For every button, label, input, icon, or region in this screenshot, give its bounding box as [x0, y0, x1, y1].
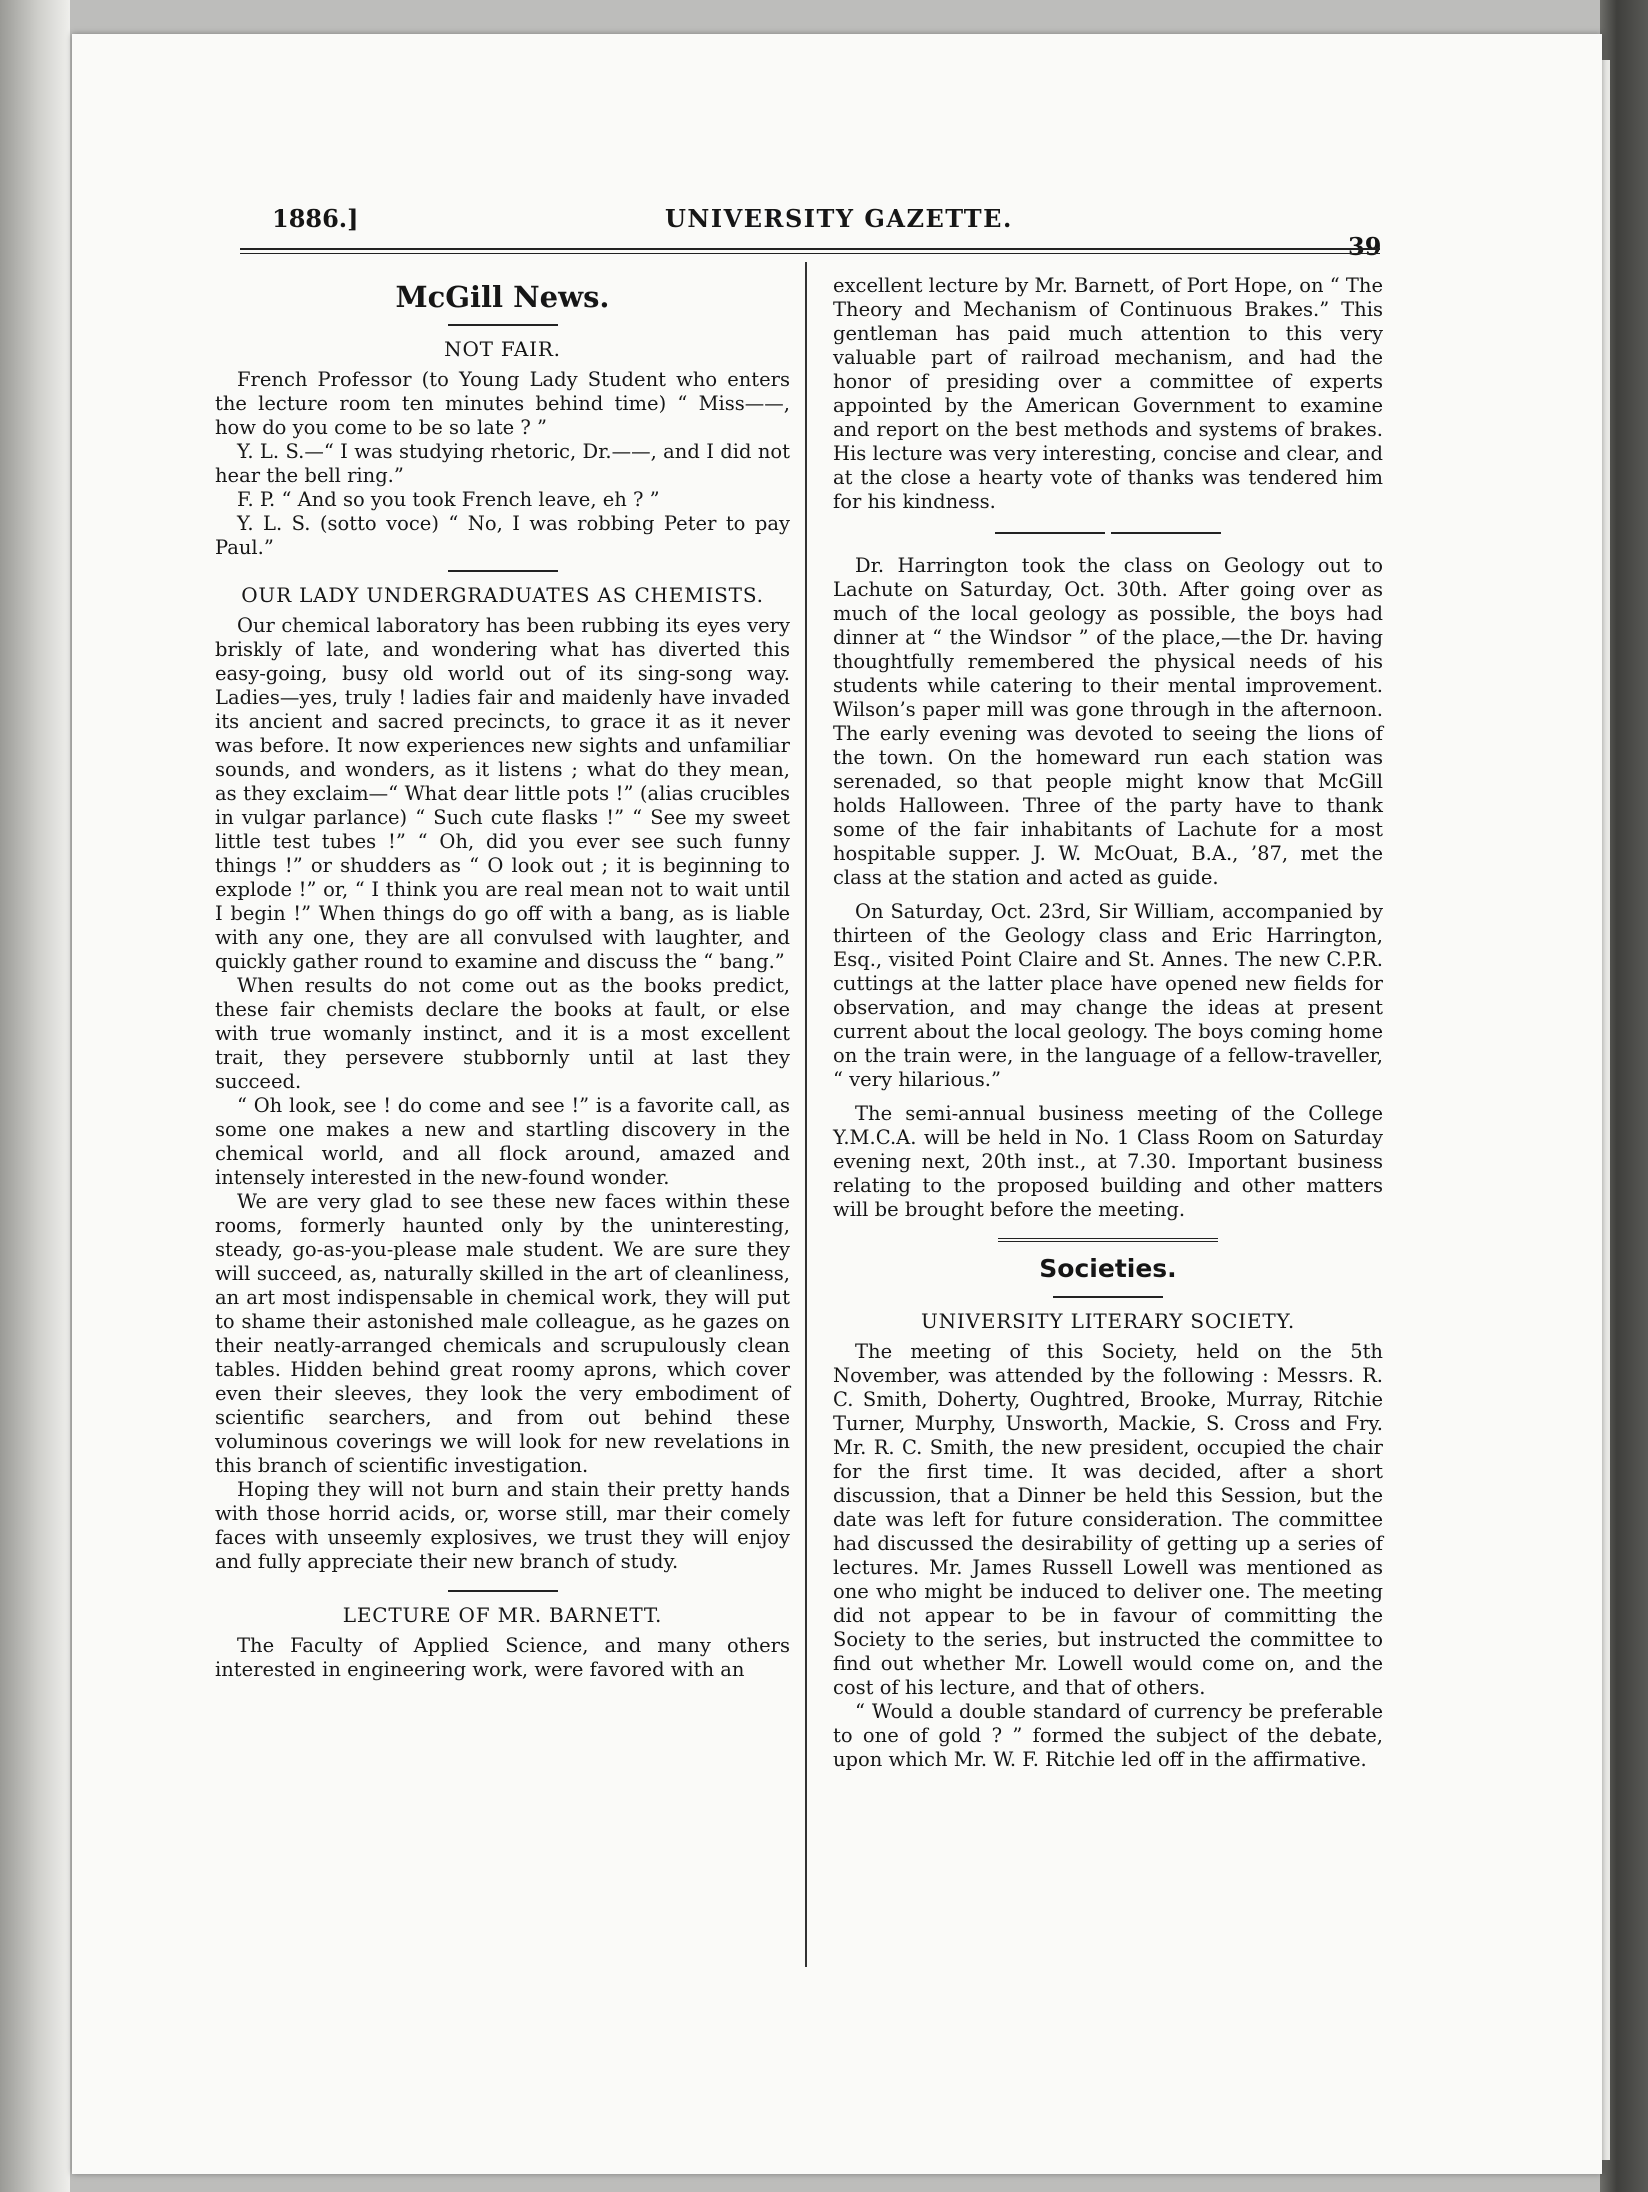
article-paragraph: When results do not come out as the books predict, these fair chemists declare the books at fault, or else with true womanly instinct, and it is a most excellent trait, they persevere stubbornly until at last they succeed. [215, 974, 790, 1093]
news-paragraph: On Saturday, Oct. 23rd, Sir William, accompanied by thirteen of the Geology class and Eric Harrington, Esq., visited Point Claire and St. Annes. The new C.P.R. cuttings at the latter place have opened new fields for observation, and may change the ideas at present current about the local geology. The boys coming home on the train were, in the language of a fellow-traveller, “ very hilarious.” [833, 900, 1383, 1091]
article-title-lady-chemists: OUR LADY UNDERGRADUATES AS CHEMISTS. [241, 583, 764, 607]
running-header [270, 200, 1382, 261]
column-divider [805, 262, 807, 1967]
article-separator [448, 570, 558, 572]
article-paragraph: “ Oh look, see ! do come and see !” is a favorite call, as some one makes a new and startling discovery in the chemical world, and all flock around, amazed and intensely interested in the new-found wonder. [215, 1094, 790, 1189]
title-rule [1053, 1296, 1163, 1298]
dialogue-line: Y. L. S.—“ I was studying rhetoric, Dr.——, and I did not hear the bell ring.” [215, 440, 790, 487]
section-title-mcgill-news: McGill News. [395, 280, 610, 314]
news-paragraph: The semi-annual business meeting of the College Y.M.C.A. will be held in No. 1 Class Room on Saturday evening next, 20th inst., at 7.30. Important business relating to the proposed building and other matters will be brought before the meeting. [833, 1102, 1383, 1221]
section-title-societies: Societies. [1039, 1254, 1177, 1283]
book-gutter [0, 0, 70, 2192]
header-title: UNIVERSITY GAZETTE. [665, 204, 1013, 233]
dialogue-line: Y. L. S. (sotto voce) “ No, I was robbing Peter to pay Paul.” [215, 512, 790, 559]
section-separator [998, 1238, 1218, 1242]
article-paragraph: The meeting of this Society, held on the 5th November, was attended by the following : Messrs. R. C. Smith, Doherty, Oughtred, Brooke, Murray, Ritchie Turner, Murphy, Unsworth, Mackie, S. Cross and Fry. Mr. R. C. Smith, the new president, occupied the chair for the first time. It was decided, after a short discussion, that a Dinner be held this Session, but the date was left for future consideration. The committee had discussed the desirability of getting up a series of lectures. Mr. James Russell Lowell was mentioned as one who might be induced to deliver one. The meeting did not appear to be in favour of committing the Society to the series, but instructed the committee to find out whether Mr. Lowell would come on, and the cost of his lecture, and that of others. [833, 1340, 1383, 1699]
article-paragraph-continued: excellent lecture by Mr. Barnett, of Port Hope, on “ The Theory and Mechanism of Continuous Brakes.” This gentleman has paid much attention to this very valuable part of railroad mechanism, and had the honor of presiding over a committee of experts appointed by the American Government to examine and report on the best methods and systems of brakes. His lecture was very interesting, concise and clear, and at the close a hearty vote of thanks was tendered him for his kindness. [833, 274, 1383, 513]
dialogue-line: F. P. “ And so you took French leave, eh ? ” [237, 488, 660, 511]
article-paragraph: We are very glad to see these new faces within these rooms, formerly haunted only by the uninteresting, steady, go-as-you-please male student. We are sure they will succeed, as, naturally skilled in the art of cleanliness, an art most indispensable in chemical work, they will put to shame their astonished male colleague, as he gazes on their neatly-arranged chemicals and scrupulously clean tables. Hidden behind great roomy aprons, which cover even their sleeves, they look the very embodiment of scientific searchers, and from out behind these voluminous coverings we will look for new revelations in this branch of scientific investigation. [215, 1190, 790, 1477]
article-title-not-fair: NOT FAIR. [444, 337, 561, 361]
article-separator [448, 1590, 558, 1592]
news-separator [833, 532, 1383, 534]
article-paragraph: Hoping they will not burn and stain their pretty hands with those horrid acids, or, worse still, mar their comely faces with unseemly explosives, we trust they will enjoy and fully appreciate their new branch of study. [215, 1478, 790, 1573]
dialogue-line: French Professor (to Young Lady Student who enters the lecture room ten minutes behind time) “ Miss——, how do you come to be so late ? ” [215, 368, 790, 439]
article-paragraph: “ Would a double standard of currency be preferable to one of gold ? ” formed the subject of the debate, upon which Mr. W. F. Ritchie led off in the affirmative. [833, 1700, 1383, 1771]
left-column [215, 276, 790, 1682]
article-title-barnett: LECTURE OF MR. BARNETT. [342, 1603, 663, 1627]
header-year: 1886.] [272, 204, 359, 233]
article-title-literary-society: UNIVERSITY LITERARY SOCIETY. [920, 1309, 1296, 1333]
page-number: 39 [1348, 232, 1382, 261]
header-rule-thin [240, 253, 1380, 254]
title-rule [448, 324, 558, 326]
article-paragraph: The Faculty of Applied Science, and many others interested in engineering work, were favored with an [215, 1634, 790, 1681]
article-paragraph: Our chemical laboratory has been rubbing its eyes very briskly of late, and wondering what has diverted this easy-going, busy old world out of its sing-song way. Ladies—yes, truly ! ladies fair and maidenly have invaded its ancient and sacred precincts, to grace it as it never was before. It now experiences new sights and unfamiliar sounds, and wonders, as it listens ; what do they mean, as they exclaim—“ What dear little pots !” (alias crucibles in vulgar parlance) “ Such cute flasks !” “ See my sweet little test tubes !” “ Oh, did you ever see such funny things !” or shudders as “ O look out ; it is beginning to explode !” or, “ I think you are real mean not to wait until I begin !” When things do go off with a bang, as is liable with any one, they are all convulsed with laughter, and quickly gather round to examine and discuss the “ bang.” [215, 614, 790, 973]
header-rule [240, 248, 1380, 250]
news-paragraph: Dr. Harrington took the class on Geology out to Lachute on Saturday, Oct. 30th. After going over as much of the local geology as possible, the boys had dinner at “ the Windsor ” of the place,—the Dr. having thoughtfully remembered the physical needs of his students while catering to their mental improvement. Wilson’s paper mill was gone through in the afternoon. The early evening was devoted to seeing the lions of the town. On the homeward run each station was serenaded, so that people might know that McGill holds Halloween. Three of the party have to thank some of the fair inhabitants of Lachute for a most hospitable supper. J. W. McOuat, B.A., ’87, met the class at the station and acted as guide. [833, 554, 1383, 889]
right-column [833, 274, 1383, 1772]
